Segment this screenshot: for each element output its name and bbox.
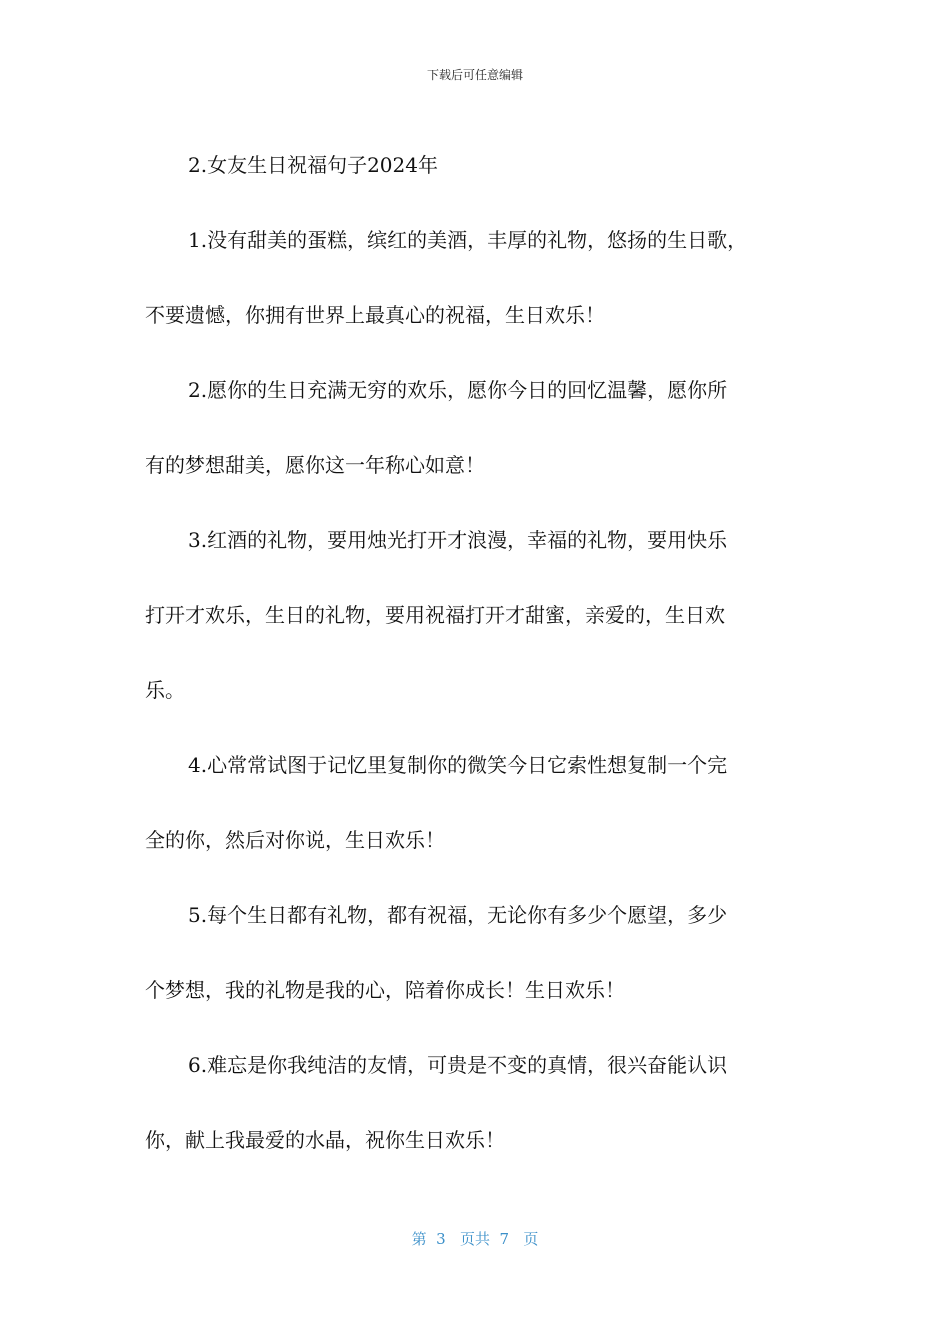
paragraph-line: 5.每个生日都有礼物，都有祝福，无论你有多少个愿望，多少 — [188, 903, 728, 927]
paragraph-line: 有的梦想甜美，愿你这一年称心如意！ — [145, 453, 485, 477]
paragraph-line: 打开才欢乐，生日的礼物，要用祝福打开才甜蜜，亲爱的，生日欢 — [145, 603, 725, 627]
paragraph-line: 4.心常常试图于记忆里复制你的微笑今日它索性想复制一个完 — [188, 753, 728, 777]
paragraph-line: 全的你，然后对你说，生日欢乐！ — [145, 828, 445, 852]
page-number-footer: 第 3 页共 7 页 — [411, 1230, 539, 1248]
page-header: 下载后可任意编辑 — [426, 68, 523, 82]
paragraph-line: 个梦想，我的礼物是我的心，陪着你成长！生日欢乐！ — [145, 978, 625, 1002]
paragraph-line: 2.愿你的生日充满无穷的欢乐，愿你今日的回忆温馨，愿你所 — [188, 378, 728, 402]
paragraph-line: 乐。 — [145, 678, 185, 702]
paragraph-line: 不要遗憾，你拥有世界上最真心的祝福，生日欢乐！ — [145, 303, 605, 327]
paragraph-line: 1.没有甜美的蛋糕，缤红的美酒，丰厚的礼物，悠扬的生日歌， — [188, 228, 748, 252]
document-body — [145, 128, 805, 1178]
section-heading: 2.女友生日祝福句子2024年 — [188, 153, 438, 177]
paragraph-line: 3.红酒的礼物，要用烛光打开才浪漫，幸福的礼物，要用快乐 — [188, 528, 728, 552]
paragraph-line: 你，献上我最爱的水晶，祝你生日欢乐！ — [145, 1128, 505, 1152]
paragraph-line: 6.难忘是你我纯洁的友情，可贵是不变的真情，很兴奋能认识 — [188, 1053, 728, 1077]
